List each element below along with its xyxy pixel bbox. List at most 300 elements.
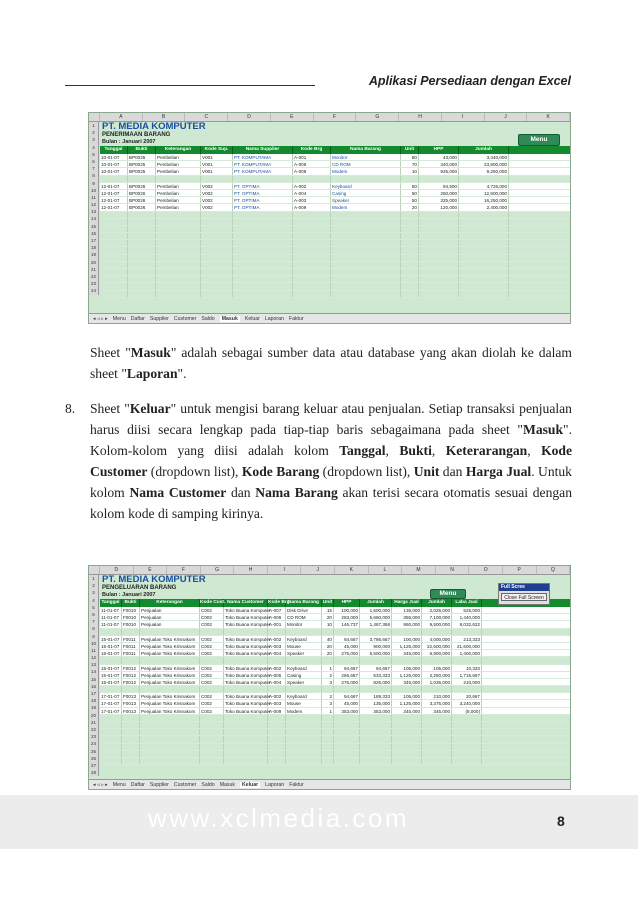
table-cell[interactable] — [100, 176, 128, 182]
column-letter[interactable]: F — [167, 566, 201, 574]
table-cell[interactable]: A-001 — [293, 154, 331, 160]
table-cell[interactable]: Modem — [331, 204, 401, 210]
empty-cell[interactable] — [401, 262, 419, 268]
empty-cell[interactable] — [331, 255, 401, 261]
table-cell[interactable] — [224, 629, 268, 635]
empty-cell[interactable] — [334, 751, 360, 757]
table-cell[interactable]: Toko Buana Komputer — [225, 643, 271, 649]
table-cell[interactable]: Disk Drive — [286, 607, 322, 613]
table-cell[interactable]: Keyboard — [286, 693, 322, 699]
column-letter[interactable]: H — [234, 566, 268, 574]
table-cell[interactable] — [286, 657, 322, 663]
empty-cell[interactable] — [268, 715, 286, 721]
table-cell[interactable] — [392, 657, 422, 663]
table-cell[interactable]: F0011 — [122, 636, 140, 642]
table-cell[interactable] — [268, 686, 286, 692]
table-cell[interactable]: V001 — [201, 161, 233, 167]
empty-cell[interactable] — [331, 212, 401, 218]
table-cell[interactable]: C002 — [200, 614, 224, 620]
table-cell[interactable]: A-003 — [268, 700, 286, 706]
empty-cell[interactable] — [422, 715, 452, 721]
row-number[interactable]: 9 — [92, 633, 95, 639]
table-cell[interactable]: 16,250,000 — [459, 197, 509, 203]
table-cell[interactable]: 20 — [322, 650, 334, 656]
table-cell[interactable]: CD ROM — [286, 614, 322, 620]
table-cell[interactable]: 50 — [401, 183, 419, 189]
table-cell[interactable] — [100, 629, 122, 635]
empty-cell[interactable] — [100, 283, 128, 289]
empty-cell[interactable] — [233, 283, 293, 289]
empty-cell[interactable] — [100, 255, 128, 261]
table-cell[interactable]: 15-01-07 — [100, 650, 122, 656]
table-cell[interactable]: Speaker — [286, 679, 322, 685]
row-number[interactable]: 15 — [90, 223, 96, 229]
row-number[interactable]: 17 — [90, 238, 96, 243]
empty-cell[interactable] — [122, 758, 140, 764]
empty-cell[interactable] — [201, 219, 233, 225]
table-cell[interactable]: 10 — [322, 621, 334, 627]
table-cell[interactable]: A-001 — [268, 621, 286, 627]
table-cell[interactable]: C002 — [200, 708, 224, 714]
table-cell[interactable]: 533,333 — [360, 672, 392, 678]
table-cell[interactable]: 40 — [322, 636, 334, 642]
empty-cell[interactable] — [459, 247, 509, 253]
empty-cell[interactable] — [233, 233, 293, 239]
table-cell[interactable]: 825,000 — [360, 679, 392, 685]
empty-cell[interactable] — [201, 212, 233, 218]
row-number[interactable]: 10 — [90, 640, 96, 646]
table-cell[interactable]: 22,500,000 — [422, 643, 452, 649]
empty-cell[interactable] — [233, 262, 293, 268]
empty-cell[interactable] — [392, 715, 422, 721]
empty-cell[interactable] — [401, 269, 419, 275]
table-cell[interactable]: 1 — [322, 708, 334, 714]
empty-cell[interactable] — [224, 729, 268, 735]
table-cell[interactable] — [140, 629, 200, 635]
table-cell[interactable]: Mouse — [286, 643, 322, 649]
table-cell[interactable]: 1,440,000 — [452, 614, 482, 620]
row-number[interactable]: 3 — [92, 137, 95, 143]
table-cell[interactable]: 135,000 — [360, 700, 392, 706]
table-cell[interactable]: Penjualan Toko Krisnakom — [140, 679, 200, 685]
empty-cell[interactable] — [392, 736, 422, 742]
empty-cell[interactable] — [452, 722, 482, 728]
table-cell[interactable]: 266,667 — [334, 672, 360, 678]
table-cell[interactable] — [140, 686, 200, 692]
empty-cell[interactable] — [128, 247, 156, 253]
empty-cell[interactable] — [452, 729, 482, 735]
empty-cell[interactable] — [233, 219, 293, 225]
row-number[interactable]: 7 — [92, 619, 95, 625]
table-cell[interactable]: Toko Buana Komputer — [225, 615, 271, 621]
table-cell[interactable]: C002 — [200, 643, 224, 649]
empty-cell[interactable] — [452, 758, 482, 764]
column-letter[interactable]: E — [271, 113, 314, 121]
empty-cell[interactable] — [322, 758, 334, 764]
table-cell[interactable]: Penjualan Toko Krisnakom — [140, 693, 200, 699]
empty-cell[interactable] — [360, 744, 392, 750]
table-cell[interactable] — [286, 629, 322, 635]
table-cell[interactable]: 1,400,000 — [452, 650, 482, 656]
empty-cell[interactable] — [322, 736, 334, 742]
table-cell[interactable] — [452, 657, 482, 663]
table-cell[interactable]: Toko Buana Komputer — [225, 708, 271, 714]
row-number[interactable]: 23 — [90, 281, 96, 287]
table-cell[interactable]: Penjualan Toko Krisnakom — [140, 700, 200, 706]
empty-cell[interactable] — [286, 758, 322, 764]
empty-cell[interactable] — [422, 744, 452, 750]
row-number[interactable]: 5 — [92, 604, 95, 610]
empty-cell[interactable] — [268, 729, 286, 735]
table-cell[interactable] — [392, 686, 422, 692]
table-cell[interactable]: 1,500,000 — [360, 607, 392, 613]
table-cell[interactable]: A-009 — [293, 168, 331, 174]
empty-cell[interactable] — [293, 291, 331, 297]
empty-cell[interactable] — [156, 283, 201, 289]
table-cell[interactable]: A-002 — [268, 636, 286, 642]
table-cell[interactable] — [334, 686, 360, 692]
table-cell[interactable]: Toko Buana Komputer — [225, 651, 271, 657]
table-cell[interactable]: Modem — [286, 708, 322, 714]
table-cell[interactable]: 1,716,667 — [452, 672, 482, 678]
empty-cell[interactable] — [334, 729, 360, 735]
column-letter[interactable]: H — [399, 113, 442, 121]
table-cell[interactable]: 4,000,000 — [422, 636, 452, 642]
table-cell[interactable]: C002 — [200, 693, 224, 699]
table-cell[interactable]: F0011 — [122, 650, 140, 656]
table-cell[interactable]: V001 — [201, 154, 233, 160]
row-number[interactable]: 16 — [90, 230, 96, 236]
empty-cell[interactable] — [156, 212, 201, 218]
table-cell[interactable]: 17-01-07 — [100, 700, 122, 706]
empty-cell[interactable] — [100, 758, 122, 764]
empty-cell[interactable] — [128, 212, 156, 218]
sheet-tab-keluar[interactable]: Keluar — [241, 782, 259, 788]
empty-cell[interactable] — [156, 276, 201, 282]
empty-cell[interactable] — [122, 751, 140, 757]
table-cell[interactable]: 94,667 — [334, 636, 360, 642]
column-letter[interactable]: B — [143, 113, 186, 121]
table-cell[interactable]: A-007 — [268, 607, 286, 613]
table-cell[interactable] — [334, 629, 360, 635]
sheet-tab-faktur[interactable]: Faktur — [288, 316, 304, 322]
empty-cell[interactable] — [419, 269, 459, 275]
table-cell[interactable]: 275,000 — [334, 679, 360, 685]
table-cell[interactable]: Speaker — [286, 650, 322, 656]
table-cell[interactable]: BP0025 — [128, 161, 156, 167]
table-cell[interactable] — [452, 629, 482, 635]
empty-cell[interactable] — [459, 255, 509, 261]
table-cell[interactable]: 15-01-07 — [100, 643, 122, 649]
table-cell[interactable]: 94,667 — [360, 665, 392, 671]
empty-cell[interactable] — [392, 729, 422, 735]
empty-cell[interactable] — [122, 736, 140, 742]
table-cell[interactable]: 7,100,000 — [422, 614, 452, 620]
empty-cell[interactable] — [100, 291, 128, 297]
column-letter[interactable]: K — [335, 566, 369, 574]
empty-cell[interactable] — [401, 283, 419, 289]
table-cell[interactable]: 213,333 — [452, 636, 482, 642]
empty-cell[interactable] — [293, 247, 331, 253]
column-letter[interactable]: I — [268, 566, 302, 574]
table-cell[interactable]: Pembelian — [156, 168, 201, 174]
table-cell[interactable]: Penjualan — [140, 614, 200, 620]
empty-cell[interactable] — [200, 758, 224, 764]
table-cell[interactable]: Penjualan Toko Krisnakom — [140, 708, 200, 714]
empty-cell[interactable] — [100, 233, 128, 239]
empty-cell[interactable] — [459, 233, 509, 239]
table-cell[interactable] — [422, 657, 452, 663]
table-cell[interactable]: Penjualan Toko Krisnakom — [140, 650, 200, 656]
table-cell[interactable]: 10-01-07 — [100, 161, 128, 167]
empty-cell[interactable] — [140, 744, 200, 750]
empty-cell[interactable] — [128, 233, 156, 239]
empty-cell[interactable] — [419, 262, 459, 268]
table-cell[interactable] — [452, 686, 482, 692]
table-cell[interactable]: V002 — [201, 204, 233, 210]
empty-cell[interactable] — [392, 722, 422, 728]
empty-cell[interactable] — [419, 233, 459, 239]
empty-cell[interactable] — [293, 212, 331, 218]
empty-cell[interactable] — [322, 729, 334, 735]
table-cell[interactable]: 3,240,000 — [452, 700, 482, 706]
empty-cell[interactable] — [156, 291, 201, 297]
table-cell[interactable]: Penjualan Toko Krisnakom — [140, 636, 200, 642]
row-number[interactable]: 14 — [90, 216, 96, 222]
sheet-tab-masuk[interactable]: Masuk — [221, 316, 238, 322]
empty-cell[interactable] — [128, 283, 156, 289]
empty-cell[interactable] — [286, 736, 322, 742]
table-cell[interactable] — [322, 686, 334, 692]
row-number[interactable]: 13 — [90, 662, 96, 668]
row-number[interactable]: 14 — [90, 669, 96, 675]
row-number[interactable]: 3 — [92, 590, 95, 596]
table-cell[interactable]: 340,000 — [419, 161, 459, 167]
empty-cell[interactable] — [156, 255, 201, 261]
table-cell[interactable]: 283,000 — [334, 614, 360, 620]
table-cell[interactable]: 2,400,000 — [459, 204, 509, 210]
table-cell[interactable]: BP0026 — [128, 204, 156, 210]
sheet-tab-masuk[interactable]: Masuk — [219, 782, 235, 788]
table-cell[interactable]: PT. OPTIMA — [233, 204, 293, 210]
table-cell[interactable]: 2,025,000 — [422, 607, 452, 613]
table-cell[interactable] — [201, 176, 233, 182]
table-cell[interactable]: 20 — [322, 614, 334, 620]
empty-cell[interactable] — [201, 226, 233, 232]
table-cell[interactable]: Penjualan — [140, 621, 200, 627]
empty-cell[interactable] — [360, 729, 392, 735]
empty-cell[interactable] — [331, 247, 401, 253]
empty-cell[interactable] — [100, 247, 128, 253]
table-cell[interactable]: 12-01-07 — [100, 204, 128, 210]
empty-cell[interactable] — [322, 751, 334, 757]
table-cell[interactable]: 10,333 — [452, 665, 482, 671]
row-number[interactable]: 21 — [90, 266, 96, 272]
row-number[interactable]: 6 — [92, 611, 95, 617]
empty-cell[interactable] — [422, 722, 452, 728]
table-cell[interactable]: 2 — [322, 693, 334, 699]
table-cell[interactable]: 9,500,000 — [422, 621, 452, 627]
table-cell[interactable]: F0013 — [122, 708, 140, 714]
empty-cell[interactable] — [401, 240, 419, 246]
table-cell[interactable]: Pembelian — [156, 204, 201, 210]
table-cell[interactable]: Mouse — [286, 700, 322, 706]
empty-cell[interactable] — [419, 276, 459, 282]
empty-cell[interactable] — [201, 247, 233, 253]
table-cell[interactable] — [268, 629, 286, 635]
empty-cell[interactable] — [122, 715, 140, 721]
empty-cell[interactable] — [100, 269, 128, 275]
menu-button[interactable]: Menu — [430, 589, 466, 599]
row-number[interactable]: 27 — [90, 762, 96, 768]
empty-cell[interactable] — [286, 715, 322, 721]
column-letter[interactable]: D — [100, 566, 134, 574]
table-cell[interactable]: 345,000 — [392, 679, 422, 685]
table-cell[interactable]: PT. KOMPUTAMA — [233, 161, 293, 167]
row-number[interactable]: 20 — [90, 259, 96, 265]
empty-cell[interactable] — [331, 262, 401, 268]
table-cell[interactable]: 21,600,000 — [452, 643, 482, 649]
empty-cell[interactable] — [128, 269, 156, 275]
empty-cell[interactable] — [452, 744, 482, 750]
table-cell[interactable]: 135,000 — [392, 607, 422, 613]
empty-cell[interactable] — [156, 226, 201, 232]
empty-cell[interactable] — [452, 736, 482, 742]
table-cell[interactable]: C002 — [200, 679, 224, 685]
row-number[interactable]: 7 — [92, 166, 95, 172]
table-cell[interactable]: A-005 — [268, 672, 286, 678]
table-cell[interactable]: 105,000 — [392, 665, 422, 671]
table-cell[interactable]: 100,000 — [334, 607, 360, 613]
row-number[interactable]: 4 — [92, 144, 95, 150]
row-number[interactable]: 8 — [92, 173, 95, 179]
sheet-tab-supplier[interactable]: Supplier — [149, 316, 169, 322]
column-letter[interactable]: J — [485, 113, 528, 121]
empty-cell[interactable] — [401, 212, 419, 218]
empty-cell[interactable] — [452, 715, 482, 721]
empty-cell[interactable] — [200, 715, 224, 721]
table-cell[interactable]: PT. OPTIMA — [233, 190, 293, 196]
row-number[interactable]: 11 — [91, 647, 96, 653]
empty-cell[interactable] — [459, 262, 509, 268]
table-cell[interactable]: Penjualan Toko Krisnakom — [140, 643, 200, 649]
table-cell[interactable] — [322, 629, 334, 635]
row-number[interactable]: 18 — [90, 698, 96, 704]
row-number[interactable]: 12 — [90, 655, 96, 661]
empty-cell[interactable] — [360, 722, 392, 728]
row-number[interactable]: 1 — [92, 576, 95, 581]
empty-cell[interactable] — [268, 744, 286, 750]
table-cell[interactable]: Penjualan Toko Krisnakom — [140, 665, 200, 671]
table-cell[interactable]: A-002 — [293, 183, 331, 189]
close-full-screen-button[interactable]: Close Full Screen — [501, 593, 547, 601]
row-number[interactable]: 12 — [90, 202, 96, 208]
table-cell[interactable]: 4,725,000 — [459, 183, 509, 189]
table-cell[interactable]: A-004 — [268, 650, 286, 656]
empty-cell[interactable] — [331, 291, 401, 297]
empty-cell[interactable] — [334, 744, 360, 750]
table-cell[interactable]: 10 — [401, 168, 419, 174]
table-cell[interactable]: 345,000 — [392, 650, 422, 656]
table-cell[interactable]: 80 — [401, 154, 419, 160]
table-cell[interactable]: 100,000 — [392, 636, 422, 642]
table-cell[interactable]: C002 — [200, 672, 224, 678]
sheet-tab-menu[interactable]: Menu — [112, 316, 126, 322]
empty-cell[interactable] — [128, 240, 156, 246]
table-cell[interactable] — [422, 629, 452, 635]
empty-cell[interactable] — [156, 247, 201, 253]
table-cell[interactable] — [459, 176, 509, 182]
table-cell[interactable]: Toko Buana Komputer — [225, 622, 271, 628]
table-cell[interactable]: F0010 — [122, 614, 140, 620]
column-letter[interactable]: M — [402, 566, 436, 574]
empty-cell[interactable] — [233, 269, 293, 275]
empty-cell[interactable] — [201, 269, 233, 275]
sheet-tab-saldo[interactable]: Saldo — [201, 316, 215, 322]
column-letter[interactable]: G — [201, 566, 235, 574]
sheet-tab-keluar[interactable]: Keluar — [244, 316, 260, 322]
table-cell[interactable] — [293, 176, 331, 182]
table-cell[interactable]: C002 — [200, 621, 224, 627]
empty-cell[interactable] — [128, 219, 156, 225]
empty-cell[interactable] — [401, 219, 419, 225]
empty-cell[interactable] — [122, 722, 140, 728]
table-cell[interactable]: Pembelian — [156, 161, 201, 167]
empty-cell[interactable] — [459, 226, 509, 232]
empty-cell[interactable] — [360, 751, 392, 757]
table-cell[interactable]: 210,000 — [422, 693, 452, 699]
table-cell[interactable]: BP0025 — [128, 168, 156, 174]
row-number[interactable]: 6 — [92, 158, 95, 164]
table-cell[interactable] — [200, 629, 224, 635]
table-cell[interactable]: PT. OPTIMA — [233, 197, 293, 203]
table-cell[interactable]: Keyboard — [331, 183, 401, 189]
table-cell[interactable]: 353,000 — [360, 708, 392, 714]
empty-cell[interactable] — [224, 751, 268, 757]
row-number[interactable]: 19 — [90, 252, 96, 258]
empty-cell[interactable] — [419, 226, 459, 232]
empty-cell[interactable] — [322, 722, 334, 728]
table-cell[interactable]: 11-01-07 — [100, 607, 122, 613]
empty-cell[interactable] — [459, 240, 509, 246]
table-cell[interactable]: F0012 — [122, 672, 140, 678]
table-cell[interactable] — [122, 657, 140, 663]
empty-cell[interactable] — [156, 269, 201, 275]
table-cell[interactable]: Pembelian — [156, 190, 201, 196]
empty-cell[interactable] — [334, 722, 360, 728]
empty-cell[interactable] — [360, 758, 392, 764]
empty-cell[interactable] — [156, 219, 201, 225]
table-cell[interactable]: 10-01-07 — [100, 168, 128, 174]
row-number[interactable]: 17 — [90, 691, 96, 696]
empty-cell[interactable] — [233, 291, 293, 297]
table-cell[interactable]: A-009 — [268, 708, 286, 714]
table-cell[interactable]: 1,125,000 — [392, 672, 422, 678]
column-letter[interactable]: J — [301, 566, 335, 574]
table-cell[interactable]: 1 — [322, 665, 334, 671]
empty-cell[interactable] — [401, 226, 419, 232]
row-number[interactable]: 1 — [92, 123, 95, 128]
empty-cell[interactable] — [459, 283, 509, 289]
empty-cell[interactable] — [268, 722, 286, 728]
table-cell[interactable]: 5,500,000 — [360, 650, 392, 656]
table-cell[interactable]: F0012 — [122, 679, 140, 685]
table-cell[interactable] — [360, 629, 392, 635]
table-cell[interactable]: 900,000 — [360, 643, 392, 649]
table-cell[interactable]: 45,000 — [334, 700, 360, 706]
empty-cell[interactable] — [392, 751, 422, 757]
row-number[interactable]: 23 — [90, 734, 96, 740]
